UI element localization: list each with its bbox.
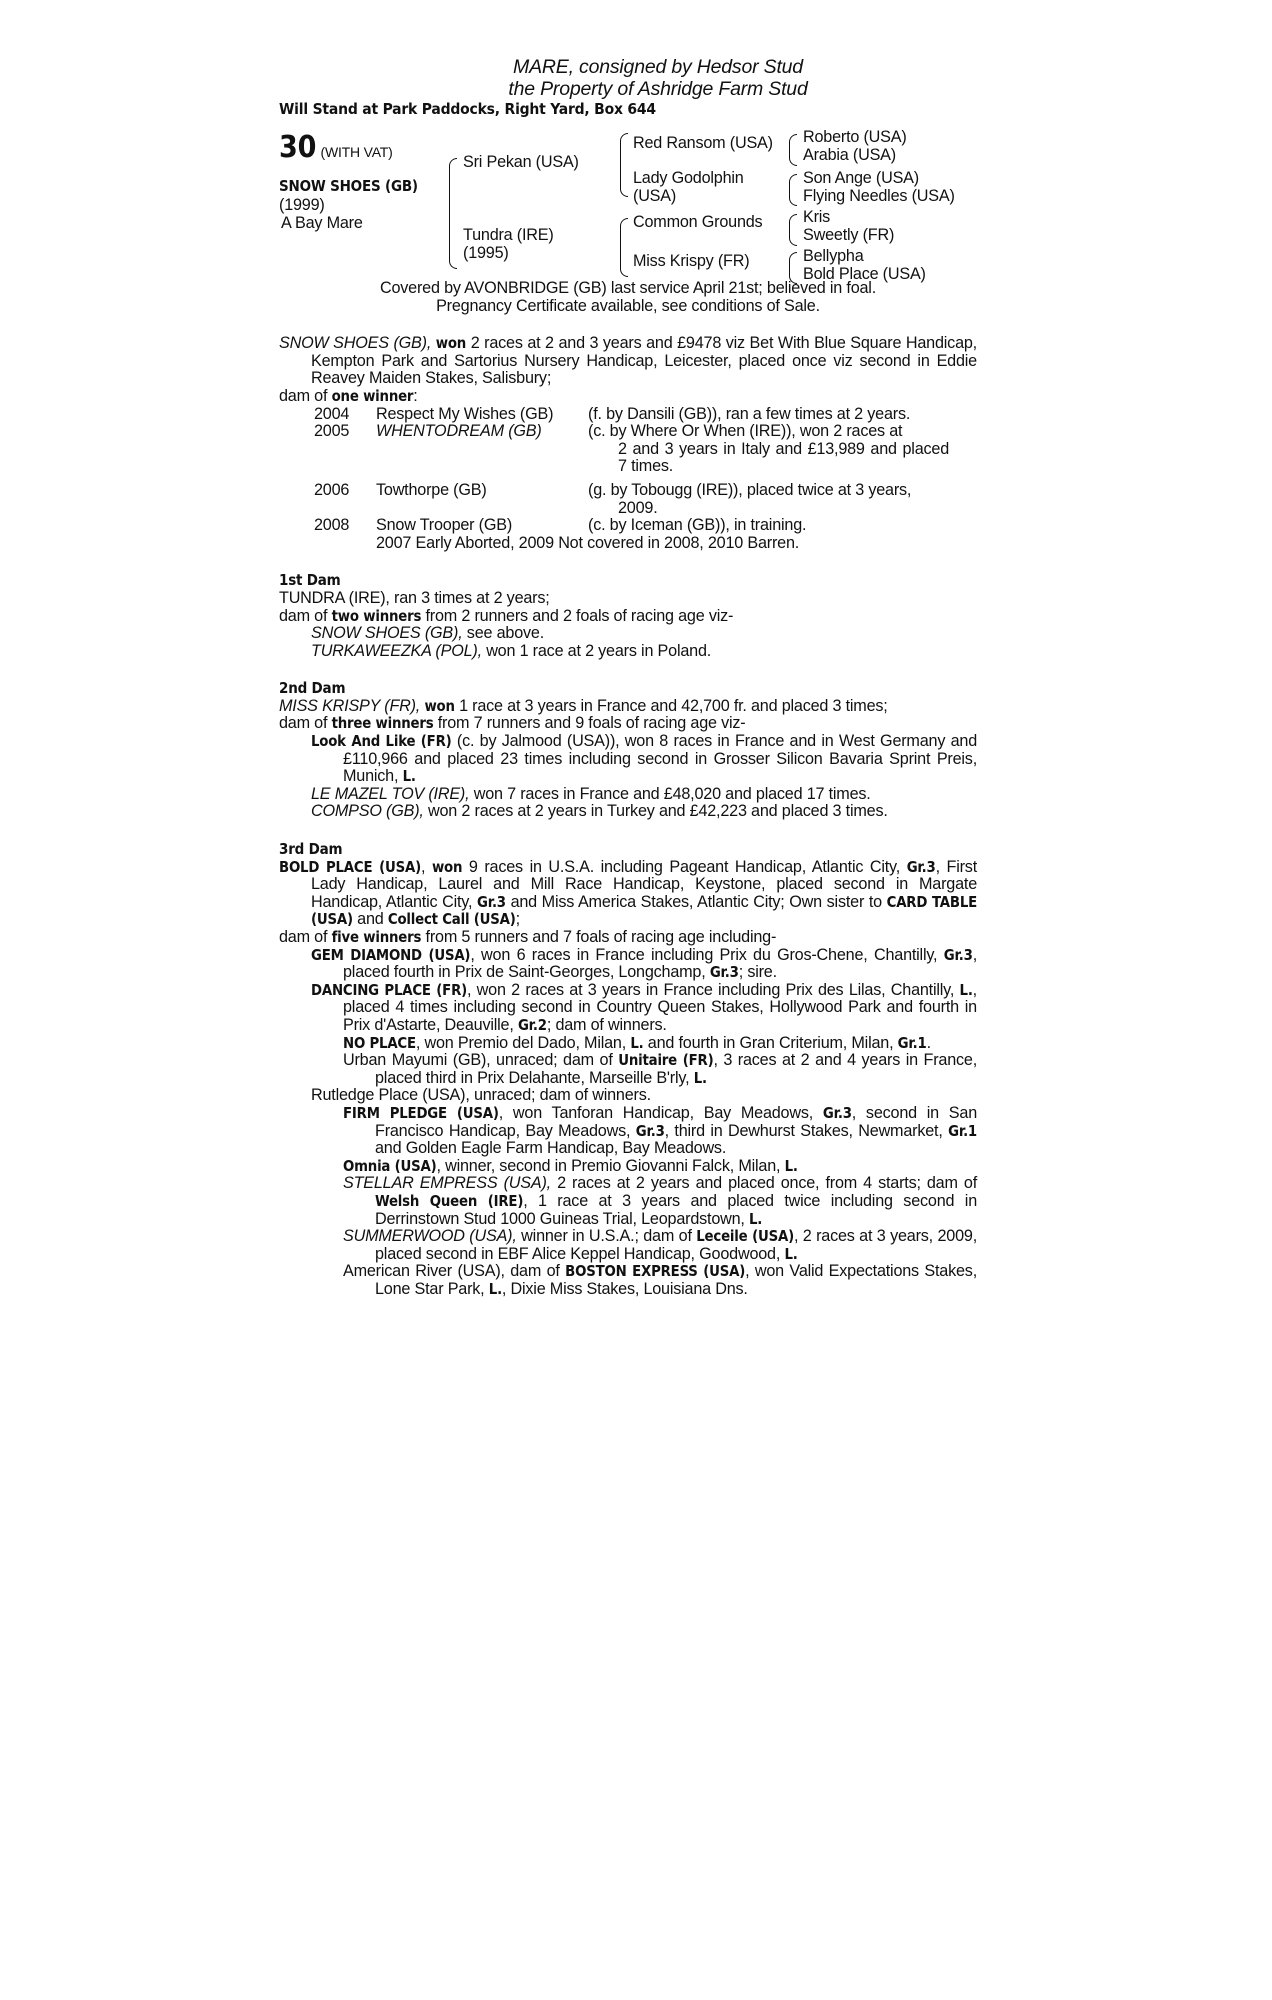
horse-name: SNOW SHOES (GB) (279, 177, 418, 195)
second-dam-section (279, 680, 977, 821)
grade-label: Gr.3 (476, 893, 506, 911)
ds-brace (789, 214, 797, 246)
winner-count: one winner (331, 387, 414, 405)
dam-side-brace (620, 218, 628, 277)
produce-year: 2005 (314, 422, 350, 441)
ds-sire: Kris (803, 208, 831, 226)
won-label: won (435, 335, 467, 353)
second-dam-produce-summary (279, 715, 977, 733)
offspring-name: BOSTON EXPRESS (USA) (565, 1263, 746, 1281)
ss-brace (789, 134, 797, 166)
third-dam-produce-summary (279, 929, 977, 947)
property-line: the Property of Ashridge Farm Stud (508, 78, 808, 100)
stabling-line: Will Stand at Park Paddocks, Right Yard, Box 644 (279, 100, 656, 118)
text: , won Valid Expectations Stakes, Lone Star Park, (375, 1262, 977, 1298)
offspring-name: Welsh Queen (IRE) (375, 1192, 524, 1210)
sire-dam-line2: (USA) (633, 187, 677, 205)
third-dam-offspring (279, 947, 977, 982)
produce-year: 2006 (314, 480, 350, 499)
produce-desc-line: (c. by Iceman (GB)), in training. (588, 516, 807, 535)
catalogue-page (279, 56, 977, 1298)
second-dam-offspring (279, 786, 977, 804)
sire: Sri Pekan (USA) (463, 153, 579, 171)
text: won 1 race at 2 years in Poland. (481, 641, 712, 660)
listed-label: L. (630, 1034, 644, 1052)
text: 1 race at 3 years in France and 42,700 fr. and placed 3 times; (454, 696, 888, 715)
ss-sire: Roberto (USA) (803, 128, 907, 146)
dam-of-text: dam of (279, 386, 332, 405)
dam-line1: Tundra (IRE) (463, 226, 554, 244)
grade-label: Gr.3 (635, 1122, 665, 1140)
offspring-name: STELLAR EMPRESS (USA), (343, 1174, 551, 1193)
listed-label: L. (693, 1069, 707, 1087)
listed-label: L. (488, 1280, 502, 1298)
offspring-name: SUMMERWOOD (USA), (343, 1227, 517, 1246)
text: winner in U.S.A.; dam of (516, 1227, 697, 1246)
listed-label: L. (784, 1245, 798, 1263)
text: , 3 races at 2 and 4 years in France, placed third in Prix Delahante, Marseille B'rly, (375, 1051, 977, 1087)
first-dam-offspring (279, 643, 977, 661)
text: ; sire. (738, 963, 777, 982)
produce-desc (588, 517, 977, 535)
foaling-year: (1999) (279, 196, 325, 214)
grade-label: Gr.3 (822, 1104, 852, 1122)
first-dam-record: TUNDRA (IRE), ran 3 times at 2 years; (279, 588, 550, 607)
won-label: won (424, 697, 455, 715)
offspring-name: COMPSO (GB), (311, 802, 424, 821)
text: , won Premio del Dado, Milan, (415, 1033, 631, 1052)
offspring-name: FIRM PLEDGE (USA) (343, 1104, 499, 1122)
listed-label: L. (402, 768, 416, 786)
produce-list (279, 406, 977, 553)
offspring-name: TURKAWEEZKA (POL), (311, 641, 482, 660)
text: 9 races in U.S.A. including Pageant Handicap, Atlantic City, (462, 857, 907, 876)
lot-number: 30 (279, 130, 317, 165)
text: 2 races at 2 years and placed once, from 4 starts; dam of (550, 1174, 977, 1193)
winner-count: five winners (331, 929, 422, 946)
first-dam-offspring (279, 625, 977, 643)
third-dam-section (279, 841, 977, 1298)
dd-brace (789, 252, 797, 284)
ss-dam: Arabia (USA) (803, 146, 896, 164)
text: Urban Mayumi (GB), unraced; dam of (343, 1051, 619, 1070)
dd-dam: Bold Place (USA) (803, 265, 926, 283)
offspring-name: SNOW SHOES (GB), (311, 624, 463, 643)
sire-side-brace (620, 133, 628, 197)
offspring-name: DANCING PLACE (FR) (311, 981, 468, 999)
pedigree-table (279, 128, 977, 283)
ds-dam: Sweetly (FR) (803, 226, 895, 244)
grade-label: Gr.1 (897, 1034, 927, 1052)
text: dam of (279, 928, 332, 946)
third-dam-granddaughter-produce (279, 1035, 977, 1053)
produce-desc-line: 2009. (618, 498, 658, 517)
offspring-name: Look And Like (FR) (311, 733, 452, 751)
third-dam-granddaughter-produce (279, 1158, 977, 1176)
third-dam-granddaughter-produce (279, 1263, 977, 1298)
produce-desc-line: (f. by Dansili (GB)), ran a few times at 2 years. (588, 404, 911, 423)
text: and (352, 910, 388, 929)
third-dam-record (279, 859, 977, 929)
text: dam of (279, 714, 332, 733)
produce-note: 2007 Early Aborted, 2009 Not covered in 2008, 2010 Barren. (376, 533, 800, 552)
grade-label: Gr.3 (943, 946, 973, 964)
text: , First Lady Handicap, Laurel and Mill Race Handicap, Keystone, placed second in Margate Handicap, Atlantic City, (311, 857, 977, 911)
sire-brace (449, 158, 457, 213)
offspring-name: NO PLACE (343, 1034, 416, 1052)
second-dam-record (279, 698, 977, 716)
produce-row (279, 482, 977, 517)
first-dam-section (279, 572, 977, 660)
text: , placed fourth in Prix de Saint-Georges, Longchamp, (343, 945, 977, 982)
lot-heading (279, 132, 393, 164)
grade-label: Gr.3 (906, 858, 936, 876)
mare-section (279, 335, 977, 552)
third-dam-granddaughter-produce (279, 1105, 977, 1158)
offspring-name: Unitaire (FR) (618, 1052, 714, 1070)
text: won 2 races at 2 years in Turkey and £42,223 and placed 3 times. (423, 802, 888, 821)
text: from 7 runners and 9 foals of racing age viz- (433, 714, 746, 733)
third-dam-granddaughter-produce (279, 1175, 977, 1228)
horse-description: A Bay Mare (281, 214, 363, 232)
text: from 2 runners and 2 foals of racing age viz- (421, 606, 734, 625)
first-dam-produce-summary (279, 608, 977, 626)
text: and Golden Eagle Farm Handicap, Bay Meadows. (375, 1139, 727, 1158)
text: . (926, 1033, 931, 1052)
covering-line: Covered by AVONBRIDGE (GB) last service April 21st; believed in foal. (379, 279, 876, 297)
text: , third in Dewhurst Stakes, Newmarket, (664, 1121, 949, 1140)
text: (c. by Jalmood (USA)), won 8 races in France and in West Germany and £110,966 and placed 23 times including second in Grosser Silicon Bavaria Sprint Preis, Munich, (343, 732, 978, 786)
produce-desc-line: (c. by Where Or When (IRE)), won 2 races at (588, 422, 903, 441)
produce-name: Snow Trooper (GB) (376, 516, 513, 535)
text: dam of (279, 606, 332, 625)
sibling-name: CARD TABLE (USA) (311, 893, 978, 929)
dam-dam: Miss Krispy (FR) (633, 252, 750, 270)
text: ; dam of winners. (546, 1015, 667, 1034)
produce-name: Respect My Wishes (GB) (376, 404, 554, 423)
text: and fourth in Gran Criterium, Milan, (643, 1033, 898, 1052)
grade-label: Gr.1 (948, 1122, 977, 1140)
produce-name: WHENTODREAM (GB) (376, 422, 542, 441)
produce-desc (588, 423, 977, 476)
colon: : (413, 386, 418, 405)
produce-year: 2008 (314, 516, 350, 535)
produce-year: 2004 (314, 404, 350, 423)
text: , 2 races at 3 years, 2009, placed second in EBF Alice Keppel Handicap, Goodwood, (375, 1227, 977, 1263)
mare-record-text: 2 races at 2 and 3 years and £9478 viz Bet With Blue Square Handicap, Kempton Park and Sartorius Nursery Handicap, Leicester, placed once viz second in Eddie Reavey Maiden Stakes, Salisbury; (311, 334, 977, 388)
mare-record (279, 335, 977, 388)
produce-name: Towthorpe (GB) (376, 480, 487, 499)
second-dam-offspring (279, 733, 977, 786)
offspring-name: Omnia (USA) (343, 1157, 437, 1175)
text: , (421, 857, 432, 876)
text: , placed 4 times including second in Country Queen Stakes, Hollywood Park and fourth in Prix d'Astarte, Deauville, (343, 980, 977, 1034)
dam-sire: Common Grounds (633, 213, 763, 231)
dam-name: MISS KRISPY (FR), (279, 696, 421, 715)
text: , won 6 races in France including Prix du Gros-Chene, Chantilly, (470, 945, 944, 964)
mare-name: SNOW SHOES (GB), (279, 334, 432, 353)
third-dam-offspring (279, 982, 977, 1035)
text: , 1 race at 3 years and placed twice including second in Derrinstown Stud 1000 Guineas Trial, Leopardstown, (375, 1191, 977, 1228)
text: , winner, second in Premio Giovanni Falck, Milan, (436, 1156, 785, 1175)
second-dam-offspring (279, 803, 977, 821)
third-dam-heading: 3rd Dam (279, 840, 343, 859)
third-dam-granddaughter-produce (279, 1228, 977, 1263)
third-dam-granddaughter-produce (279, 1052, 977, 1087)
text: ; (515, 910, 520, 929)
grade-label: Gr.2 (517, 1016, 547, 1034)
first-dam-heading: 1st Dam (279, 571, 341, 590)
text: , won 2 races at 3 years in France including Prix des Lilas, Chantilly, (467, 980, 960, 999)
text: , Dixie Miss Stakes, Louisiana Dns. (501, 1279, 748, 1298)
dam-brace (449, 212, 457, 269)
produce-desc-line: (g. by Tobougg (IRE)), placed twice at 3 years, (588, 480, 912, 499)
certificate-line: Pregnancy Certificate available, see conditions of Sale. (436, 296, 820, 315)
text: American River (USA), dam of (343, 1262, 566, 1281)
grade-label: Gr.3 (709, 964, 739, 982)
sire-sire: Red Ransom (USA) (633, 134, 773, 152)
sire-dam-line1: Lady Godolphin (633, 169, 744, 187)
produce-desc (588, 482, 977, 517)
text: won 7 races in France and £48,020 and placed 17 times. (469, 784, 871, 803)
vat-note: (WITH VAT) (320, 144, 393, 160)
produce-desc (588, 406, 977, 424)
won-label: won (431, 858, 463, 876)
third-dam-offspring: Rutledge Place (USA), unraced; dam of winners. (311, 1086, 651, 1105)
produce-row (279, 423, 977, 476)
offspring-name: LE MAZEL TOV (IRE), (311, 784, 470, 803)
dam-name: BOLD PLACE (USA) (279, 858, 422, 876)
dd-sire: Bellypha (803, 247, 864, 265)
sibling-name: Collect Call (USA) (387, 911, 516, 929)
produce-row (279, 406, 977, 424)
offspring-name: Leceile (USA) (696, 1228, 794, 1246)
sd-sire: Son Ange (USA) (803, 169, 919, 187)
text: , second in San Francisco Handicap, Bay Meadows, (375, 1103, 978, 1140)
listed-label: L. (959, 981, 973, 999)
sd-dam: Flying Needles (USA) (803, 187, 955, 205)
produce-desc-line: 2 and 3 years in Italy and £13,989 and placed 7 times. (618, 439, 949, 476)
winner-count: two winners (331, 607, 422, 625)
listed-label: L. (784, 1157, 798, 1175)
dam-line2: (1995) (463, 244, 509, 262)
sd-brace (789, 174, 797, 206)
text: from 5 runners and 7 foals of racing age including- (421, 928, 777, 946)
second-dam-heading: 2nd Dam (279, 679, 346, 698)
dam-of-line (279, 388, 977, 406)
text: and Miss America Stakes, Atlantic City; Own sister to (505, 892, 887, 911)
winner-count: three winners (331, 715, 434, 733)
listed-label: L. (749, 1210, 763, 1228)
text: , won Tanforan Handicap, Bay Meadows, (498, 1103, 823, 1122)
produce-row (279, 517, 977, 535)
text: see above. (462, 624, 544, 643)
consignor-line: MARE, consigned by Hedsor Stud (513, 56, 803, 78)
offspring-name: GEM DIAMOND (USA) (311, 946, 471, 964)
